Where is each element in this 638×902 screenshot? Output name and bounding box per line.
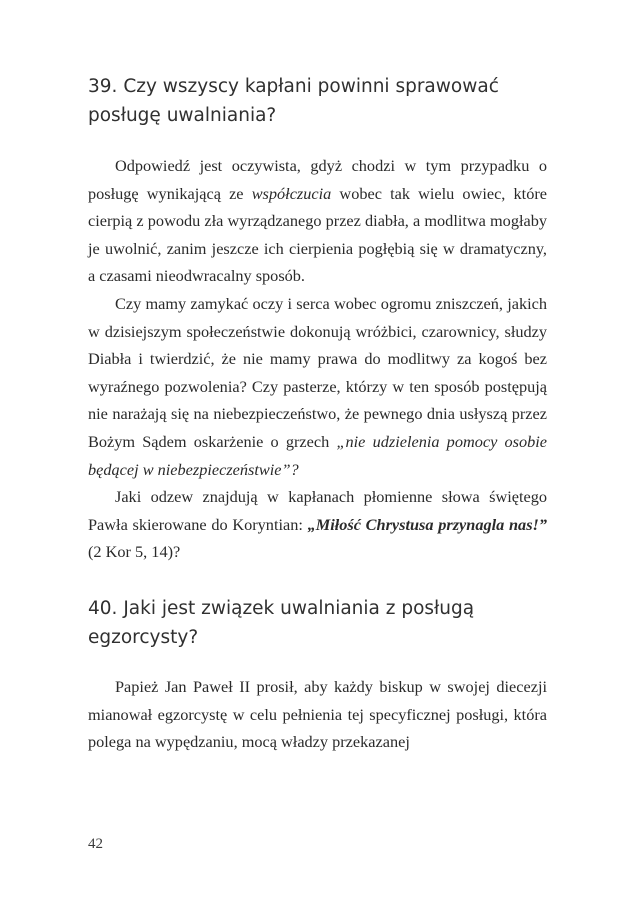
emphasis-text: współczucia [251,183,332,203]
paragraph [88,483,547,566]
bible-quote: „Miłość Chrystusa przynagla nas!” [307,514,548,534]
page-content [88,72,547,756]
question-39-number: 39. [88,76,118,97]
paragraph [88,152,547,290]
question-39-heading [88,72,547,130]
question-39-answer [88,152,547,566]
page-number: 42 [88,836,103,852]
paragraph-text: Jaki odzew znajdują w kapłanach płomienne słowa świętego Pawła skierowane do Koryntian: [88,487,547,534]
question-40-answer [88,673,547,756]
paragraph-text: wobec tak wielu owiec, które cierpią z powodu zła wyrządzanego przez diabła, a modlitwa mogłaby je uwolnić, zanim jeszcze ich cierpienia pogłębią się w dramatyczny, a czasami nieodwracalny sposób. [88,183,547,286]
paragraph-text: Odpowiedź jest oczywista, gdyż chodzi w tym przypadku o posługę wynikającą ze [88,156,547,203]
question-40-number: 40. [88,597,118,619]
paragraph [88,290,547,483]
question-40-title: Jaki jest związek uwalniania z posługą egzorcysty? [88,597,475,648]
paragraph: Papież Jan Paweł II prosił, aby każdy biskup w swojej diecezji mianował egzorcystę w celu pełnienia tej specyficznej posługi, która polega na wypędzaniu, mocą władzy przekazanej [88,676,547,752]
emphasis-text: „nie udzielenia pomocy osobie będącej w niebezpieczeństwie”? [88,431,548,479]
bible-reference: (2 Kor 5, 14)? [88,542,181,562]
question-40-heading [88,594,547,652]
paragraph-text: Czy mamy zamykać oczy i serca wobec ogromu zniszczeń, jakich w dzisiejszym społeczeństwie dokonują wróżbici, czarownicy, słudzy Diabła i twierdzić, że nie mamy prawa do modlitwy za kogoś bez wyraźnego pozwolenia? Czy pasterze, którzy w ten sposób postępują nie narażają się na niebezpieczeństwo, że pewnego dnia usłyszą przez Bożym Sądem oskarżenie o grzech [88,293,547,451]
question-39-title: Czy wszyscy kapłani powinni sprawować posługę uwalniania? [88,76,499,126]
